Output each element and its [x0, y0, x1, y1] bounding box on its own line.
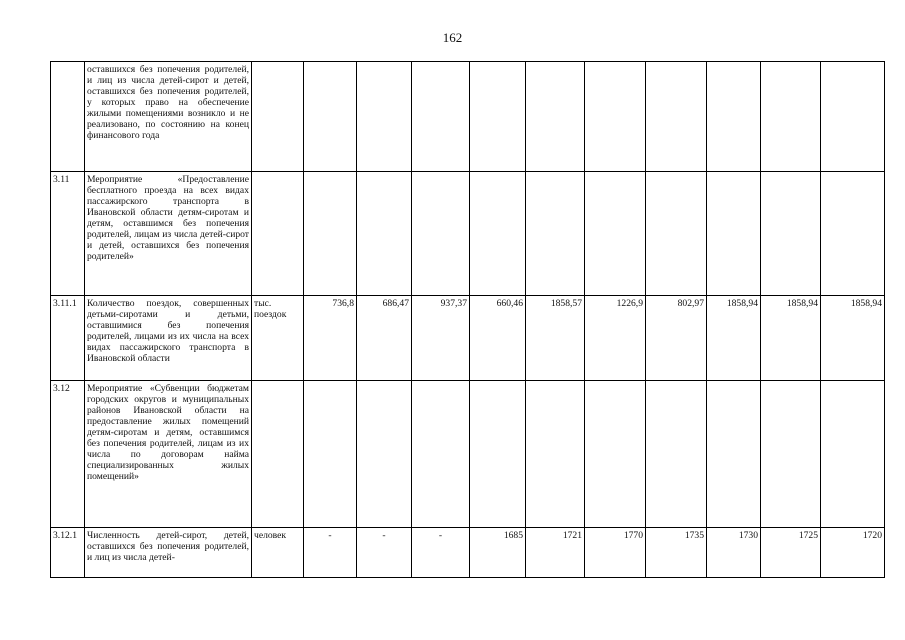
- unit-cell: человек: [252, 528, 304, 578]
- table-row: [51, 296, 885, 381]
- value-cell: [761, 172, 821, 296]
- value-cell: [585, 381, 646, 528]
- value-cell: 1725: [761, 528, 821, 578]
- value-cell: [357, 381, 412, 528]
- value-cell: [304, 62, 357, 172]
- value-cell: -: [304, 528, 357, 578]
- value-cell: 1858,94: [707, 296, 761, 381]
- unit-cell: [252, 62, 304, 172]
- value-cell: [357, 62, 412, 172]
- indicator-name-cell: оставшихся без попечения родителей, и лиц из числа детей-сирот и детей, оставшихся без попечения родителей, у которых право на обеспечение жилыми помещениями возникло и не реализовано, по состоянию на конец финансового года: [85, 62, 252, 172]
- unit-cell: [252, 172, 304, 296]
- table-row: [51, 528, 885, 578]
- row-number-cell: 3.12.1: [51, 528, 85, 578]
- value-cell: 937,37: [412, 296, 470, 381]
- value-cell: 1226,9: [585, 296, 646, 381]
- unit-cell: [252, 381, 304, 528]
- value-cell: [357, 172, 412, 296]
- value-cell: [470, 381, 526, 528]
- value-cell: [707, 381, 761, 528]
- value-cell: [412, 62, 470, 172]
- value-cell: [585, 172, 646, 296]
- value-cell: [526, 172, 585, 296]
- value-cell: [470, 62, 526, 172]
- value-cell: 1720: [821, 528, 885, 578]
- indicator-name-cell: Мероприятие «Предоставление бесплатного проезда на всех видах пассажирского транспорта в Ивановской области детям-сиротам и детям, оставшимся без попечения родителей, лицам из числа детей-сирот и детей, оставшихся без попечения родителей»: [85, 172, 252, 296]
- value-cell: [821, 381, 885, 528]
- value-cell: 1858,57: [526, 296, 585, 381]
- value-cell: [707, 172, 761, 296]
- value-cell: 1730: [707, 528, 761, 578]
- value-cell: 1735: [646, 528, 707, 578]
- indicator-name-cell: Количество поездок, совершенных детьми-сиротами и детьми, оставшимися без попечения родителей, лицами из их числа на всех видах пассажирского транспорта в Ивановской области: [85, 296, 252, 381]
- table-row: [51, 62, 885, 172]
- value-cell: [304, 381, 357, 528]
- row-number-cell: 3.11: [51, 172, 85, 296]
- table-row: [51, 172, 885, 296]
- value-cell: [646, 381, 707, 528]
- value-cell: 686,47: [357, 296, 412, 381]
- value-cell: 660,46: [470, 296, 526, 381]
- value-cell: [526, 62, 585, 172]
- value-cell: 1770: [585, 528, 646, 578]
- value-cell: [526, 381, 585, 528]
- value-cell: [821, 172, 885, 296]
- value-cell: 1721: [526, 528, 585, 578]
- value-cell: [646, 172, 707, 296]
- unit-cell: тыс. поездок: [252, 296, 304, 381]
- value-cell: [585, 62, 646, 172]
- value-cell: 736,8: [304, 296, 357, 381]
- indicator-name-cell: Мероприятие «Субвенции бюджетам городских округов и муниципальных районов Ивановской области на предоставление жилых помещений детям-сиротам и детям, оставшимся без попечения родителей, лицам из их числа по договорам найма специализированных жилых помещений»: [85, 381, 252, 528]
- value-cell: -: [412, 528, 470, 578]
- indicators-table: [50, 61, 885, 578]
- value-cell: [707, 62, 761, 172]
- value-cell: -: [357, 528, 412, 578]
- row-number-cell: [51, 62, 85, 172]
- value-cell: [470, 172, 526, 296]
- value-cell: 1858,94: [761, 296, 821, 381]
- value-cell: [646, 62, 707, 172]
- value-cell: 802,97: [646, 296, 707, 381]
- value-cell: [412, 381, 470, 528]
- row-number-cell: 3.12: [51, 381, 85, 528]
- value-cell: 1858,94: [821, 296, 885, 381]
- value-cell: [821, 62, 885, 172]
- value-cell: [412, 172, 470, 296]
- page-number: 162: [442, 30, 463, 45]
- value-cell: 1685: [470, 528, 526, 578]
- value-cell: [761, 381, 821, 528]
- row-number-cell: 3.11.1: [51, 296, 85, 381]
- value-cell: [304, 172, 357, 296]
- table-row: [51, 381, 885, 528]
- value-cell: [761, 62, 821, 172]
- indicator-name-cell: Численность детей-сирот, детей, оставшихся без попечения родителей, и лиц из числа детей-: [85, 528, 252, 578]
